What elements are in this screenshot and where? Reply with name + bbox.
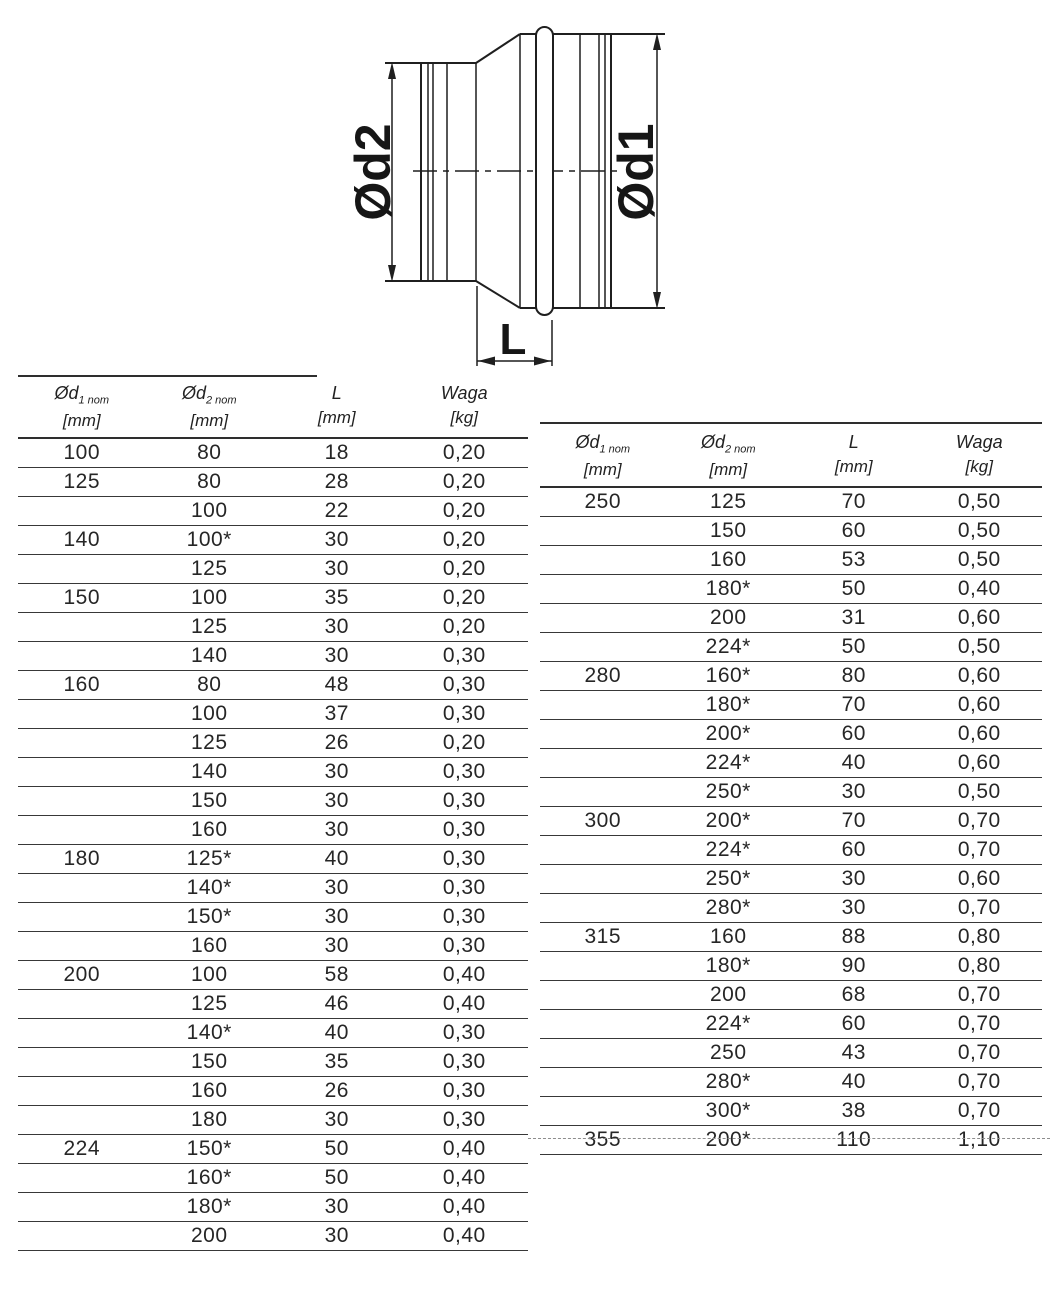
table-cell: 50	[324, 1165, 349, 1189]
table-cell: 30	[324, 643, 349, 667]
table-cell: 35	[324, 585, 349, 609]
table-cell: 200	[709, 982, 747, 1006]
table-cell: 30	[324, 527, 349, 551]
table-cell: 0,20	[442, 440, 486, 464]
table-cell: 30	[324, 788, 349, 812]
table-cell: 88	[841, 924, 866, 948]
table-cell: 140*	[186, 1020, 232, 1044]
table-cell: 48	[324, 672, 349, 696]
table-cell: 40	[841, 750, 866, 774]
table-cell: 0,40	[442, 1223, 486, 1247]
table-cell: 0,40	[957, 576, 1001, 600]
table-cell: 60	[841, 518, 866, 542]
table-cell: 300*	[705, 1098, 751, 1122]
length-label: L	[499, 315, 527, 364]
table-cell: 250	[584, 489, 622, 513]
table-cell: 0,30	[442, 904, 486, 928]
table-row	[540, 604, 1042, 633]
table-cell: 224*	[705, 634, 751, 658]
table-cell: 0,30	[442, 875, 486, 899]
table-cell: 0,20	[442, 556, 486, 580]
column-header	[401, 382, 529, 428]
table-row	[540, 575, 1042, 604]
column-header-subscript: 1 nom	[599, 443, 631, 456]
table-cell: 150	[190, 788, 228, 812]
table-row	[18, 787, 528, 816]
table-cell: 0,50	[957, 547, 1001, 571]
gasket-seal	[536, 27, 553, 315]
table-row	[540, 923, 1042, 952]
arrowhead-up-icon	[653, 33, 661, 50]
column-header-unit: [kg]	[965, 456, 993, 476]
column-header-unit: [mm]	[709, 460, 748, 480]
table-row	[18, 932, 528, 961]
table-cell: 0,70	[957, 982, 1001, 1006]
column-header	[146, 382, 274, 432]
table-cell: 180*	[705, 576, 751, 600]
table-cell: 0,80	[957, 924, 1001, 948]
table-cell: 30	[324, 1223, 349, 1247]
table-cell: 0,60	[957, 750, 1001, 774]
table-cell: 0,80	[957, 953, 1001, 977]
table-cell: 40	[324, 846, 349, 870]
table-cell: 160	[190, 1078, 228, 1102]
table-body	[540, 488, 1042, 1155]
table-cell: 300	[584, 808, 622, 832]
table-cell: 250*	[705, 866, 751, 890]
column-header-unit: [mm]	[62, 411, 101, 431]
table-row	[18, 903, 528, 932]
table-cell: 0,70	[957, 1011, 1001, 1035]
table-row	[540, 807, 1042, 836]
table-cell: 200	[709, 605, 747, 629]
table-cell: 38	[841, 1098, 866, 1122]
table-cell: 43	[841, 1040, 866, 1064]
table-cell: 180	[190, 1107, 228, 1131]
table-cell: 0,20	[442, 614, 486, 638]
column-header-unit: [mm]	[317, 407, 356, 427]
column-header-label: Waga	[955, 432, 1003, 452]
table-body	[18, 439, 528, 1251]
arrowhead-down-icon	[388, 265, 396, 282]
table-cell: 35	[324, 1049, 349, 1073]
table-cell: 180*	[186, 1194, 232, 1218]
table-cell: 30	[324, 1194, 349, 1218]
table-cell: 125	[190, 614, 228, 638]
table-row	[18, 990, 528, 1019]
table-cell: 30	[324, 556, 349, 580]
table-cell: 140	[190, 759, 228, 783]
table-row	[18, 845, 528, 874]
table-row	[540, 1097, 1042, 1126]
table-cell: 0,20	[442, 585, 486, 609]
column-header-label: $Ød_{1 nom}$	[54, 383, 110, 407]
table-cell: 125*	[186, 846, 232, 870]
table-cell: 0,40	[442, 962, 486, 986]
table-cell: 250	[709, 1040, 747, 1064]
table-cell: 200	[63, 962, 101, 986]
table-cell: 50	[841, 634, 866, 658]
column-header-unit: [mm]	[834, 456, 873, 476]
table-cell: 200	[190, 1223, 228, 1247]
table-cell: 200*	[705, 721, 751, 745]
table-cell: 140	[63, 527, 101, 551]
table-cell: 315	[584, 924, 622, 948]
table-row	[540, 517, 1042, 546]
d1-label: Ød1	[608, 123, 664, 221]
table-row	[18, 613, 528, 642]
table-cell: 30	[324, 614, 349, 638]
table-row	[540, 633, 1042, 662]
table-cell: 0,70	[957, 1040, 1001, 1064]
table-row	[18, 700, 528, 729]
table-cell: 125	[709, 489, 747, 513]
table-cell: 30	[324, 904, 349, 928]
table-cell: 70	[841, 808, 866, 832]
table-cell: 30	[324, 933, 349, 957]
d2-label: Ød2	[345, 123, 401, 221]
column-header-label: $Ød_{2 nom}$	[700, 432, 756, 456]
table-cell: 0,30	[442, 643, 486, 667]
table-header	[18, 375, 528, 439]
table-cell: 18	[324, 440, 349, 464]
table-cell: 0,70	[957, 837, 1001, 861]
table-cell: 80	[197, 672, 222, 696]
table-cell: 60	[841, 837, 866, 861]
table-row	[540, 662, 1042, 691]
table-cell: 280*	[705, 1069, 751, 1093]
table-row	[18, 816, 528, 845]
table-cell: 0,30	[442, 701, 486, 725]
table-cell: 0,60	[957, 721, 1001, 745]
table-cell: 100	[63, 440, 101, 464]
table-cell: 150	[190, 1049, 228, 1073]
table-cell: 50	[324, 1136, 349, 1160]
table-cell: 40	[324, 1020, 349, 1044]
table-cell: 50	[841, 576, 866, 600]
table-cell: 250*	[705, 779, 751, 803]
table-cell: 0,60	[957, 663, 1001, 687]
table-cell: 60	[841, 1011, 866, 1035]
table-row	[18, 584, 528, 613]
table-row	[540, 981, 1042, 1010]
table-cell: 40	[841, 1069, 866, 1093]
table-cell: 31	[841, 605, 866, 629]
column-header-label: $Ød_{1 nom}$	[575, 432, 631, 456]
table-cell: 200*	[705, 1127, 751, 1151]
cone-bottom-edge	[476, 281, 520, 308]
table-row	[540, 749, 1042, 778]
table-cell: 100*	[186, 527, 232, 551]
table-row	[18, 671, 528, 700]
table-cell: 70	[841, 692, 866, 716]
table-cell: 100	[190, 585, 228, 609]
table-cell: 0,30	[442, 672, 486, 696]
table-cell: 140	[190, 643, 228, 667]
column-header	[18, 382, 146, 432]
table-cell: 125	[63, 469, 101, 493]
column-header-label: L	[331, 383, 342, 403]
table-cell: 30	[324, 759, 349, 783]
table-cell: 0,60	[957, 866, 1001, 890]
table-cell: 30	[841, 895, 866, 919]
table-cell: 0,50	[957, 634, 1001, 658]
table-cell: 46	[324, 991, 349, 1015]
table-row	[540, 1039, 1042, 1068]
table-cell: 100	[190, 962, 228, 986]
table-cell: 0,30	[442, 759, 486, 783]
column-header	[273, 382, 401, 428]
column-header-label: Waga	[440, 383, 488, 403]
table-cell: 0,40	[442, 1136, 486, 1160]
column-header-unit: [kg]	[450, 407, 478, 427]
table-row	[18, 1135, 528, 1164]
table-cell: 100	[190, 701, 228, 725]
column-header-label: L	[848, 432, 859, 452]
table-cell: 1,10	[957, 1127, 1001, 1151]
table-row	[540, 1068, 1042, 1097]
table-cell: 110	[836, 1127, 872, 1151]
column-header-unit: [mm]	[190, 411, 229, 431]
table-row	[540, 952, 1042, 981]
table-cell: 26	[324, 730, 349, 754]
table-cell: 160	[190, 933, 228, 957]
table-cell: 0,70	[957, 808, 1001, 832]
table-cell: 30	[324, 875, 349, 899]
table-cell: 160	[190, 817, 228, 841]
table-row	[18, 961, 528, 990]
table-cell: 0,50	[957, 779, 1001, 803]
table-cell: 355	[584, 1127, 622, 1151]
table-cell: 0,20	[442, 469, 486, 493]
table-row	[540, 1126, 1042, 1155]
arrowhead-up-icon	[388, 62, 396, 79]
table-cell: 28	[324, 469, 349, 493]
table-cell: 0,40	[442, 991, 486, 1015]
table-cell: 160	[709, 547, 747, 571]
table-cell: 37	[324, 701, 349, 725]
table-cell: 160*	[705, 663, 751, 687]
table-cell: 0,20	[442, 527, 486, 551]
table-cell: 140*	[186, 875, 232, 899]
table-cell: 30	[324, 817, 349, 841]
dimensions-table-right	[540, 422, 1042, 1155]
table-cell: 180	[63, 846, 101, 870]
table-cell: 0,60	[957, 605, 1001, 629]
table-cell: 125	[190, 991, 228, 1015]
column-header-unit: [mm]	[583, 460, 622, 480]
table-cell: 0,30	[442, 1049, 486, 1073]
table-cell: 224	[63, 1136, 101, 1160]
table-row	[18, 555, 528, 584]
table-cell: 125	[190, 556, 228, 580]
table-cell: 160	[709, 924, 747, 948]
column-header	[666, 431, 792, 481]
table-cell: 150*	[186, 904, 232, 928]
table-cell: 30	[324, 1107, 349, 1131]
table-row	[18, 1164, 528, 1193]
table-top-border	[18, 375, 317, 377]
table-cell: 80	[841, 663, 866, 687]
table-cell: 0,70	[957, 1098, 1001, 1122]
table-row	[540, 836, 1042, 865]
table-cell: 0,40	[442, 1194, 486, 1218]
table-cell: 0,20	[442, 730, 486, 754]
table-cell: 0,20	[442, 498, 486, 522]
table-cell: 0,30	[442, 788, 486, 812]
table-cell: 280	[584, 663, 622, 687]
table-row	[540, 691, 1042, 720]
cone-top-edge	[476, 34, 520, 63]
table-row	[540, 546, 1042, 575]
table-cell: 125	[190, 730, 228, 754]
table-cell: 150	[709, 518, 747, 542]
table-cell: 0,30	[442, 817, 486, 841]
table-cell: 80	[197, 440, 222, 464]
table-row	[540, 488, 1042, 517]
table-cell: 70	[841, 489, 866, 513]
table-cell: 180*	[705, 692, 751, 716]
table-row	[540, 1010, 1042, 1039]
column-header-subscript: 2 nom	[205, 394, 237, 407]
table-row	[18, 526, 528, 555]
table-row	[18, 1019, 528, 1048]
table-row	[540, 720, 1042, 749]
table-cell: 160	[63, 672, 101, 696]
table-cell: 26	[324, 1078, 349, 1102]
table-row	[540, 894, 1042, 923]
dimensions-table-left	[18, 375, 528, 1251]
table-cell: 0,50	[957, 489, 1001, 513]
column-header	[540, 431, 666, 481]
table-cell: 200*	[705, 808, 751, 832]
table-row	[18, 497, 528, 526]
table-cell: 0,60	[957, 692, 1001, 716]
table-cell: 0,30	[442, 1107, 486, 1131]
table-cell: 180*	[705, 953, 751, 977]
table-row	[540, 865, 1042, 894]
arrowhead-right-icon	[534, 357, 551, 366]
table-cell: 30	[841, 866, 866, 890]
table-cell: 0,30	[442, 1020, 486, 1044]
column-header	[791, 431, 917, 477]
table-row	[18, 468, 528, 497]
table-header	[540, 422, 1042, 488]
table-row	[18, 758, 528, 787]
arrowhead-left-icon	[478, 357, 495, 366]
table-cell: 224*	[705, 750, 751, 774]
table-cell: 0,70	[957, 1069, 1001, 1093]
table-cell: 0,30	[442, 1078, 486, 1102]
table-row	[540, 778, 1042, 807]
table-cell: 0,70	[957, 895, 1001, 919]
table-cell: 60	[841, 721, 866, 745]
table-cell: 0,50	[957, 518, 1001, 542]
table-cell: 80	[197, 469, 222, 493]
table-cell: 53	[841, 547, 866, 571]
table-cell: 100	[190, 498, 228, 522]
arrowhead-down-icon	[653, 292, 661, 309]
table-cell: 0,30	[442, 933, 486, 957]
table-cell: 30	[841, 779, 866, 803]
table-row	[18, 1222, 528, 1251]
column-header	[917, 431, 1043, 477]
column-header-label: $Ød_{2 nom}$	[181, 383, 237, 407]
table-cell: 150*	[186, 1136, 232, 1160]
table-cell: 280*	[705, 895, 751, 919]
table-cell: 0,40	[442, 1165, 486, 1189]
column-header-subscript: 2 nom	[724, 443, 756, 456]
table-cell: 0,30	[442, 846, 486, 870]
scan-artifact-line	[528, 1138, 1050, 1139]
table-row	[18, 1106, 528, 1135]
table-row	[18, 439, 528, 468]
table-cell: 68	[841, 982, 866, 1006]
table-cell: 90	[841, 953, 866, 977]
table-row	[18, 1048, 528, 1077]
table-cell: 58	[324, 962, 349, 986]
column-header-subscript: 1 nom	[78, 394, 110, 407]
table-cell: 224*	[705, 837, 751, 861]
table-row	[18, 642, 528, 671]
table-row	[18, 874, 528, 903]
table-cell: 150	[63, 585, 101, 609]
reducer-technical-drawing	[0, 0, 1056, 375]
table-cell: 160*	[186, 1165, 232, 1189]
table-row	[18, 1077, 528, 1106]
table-cell: 22	[324, 498, 349, 522]
table-cell: 224*	[705, 1011, 751, 1035]
table-row	[18, 1193, 528, 1222]
table-row	[18, 729, 528, 758]
